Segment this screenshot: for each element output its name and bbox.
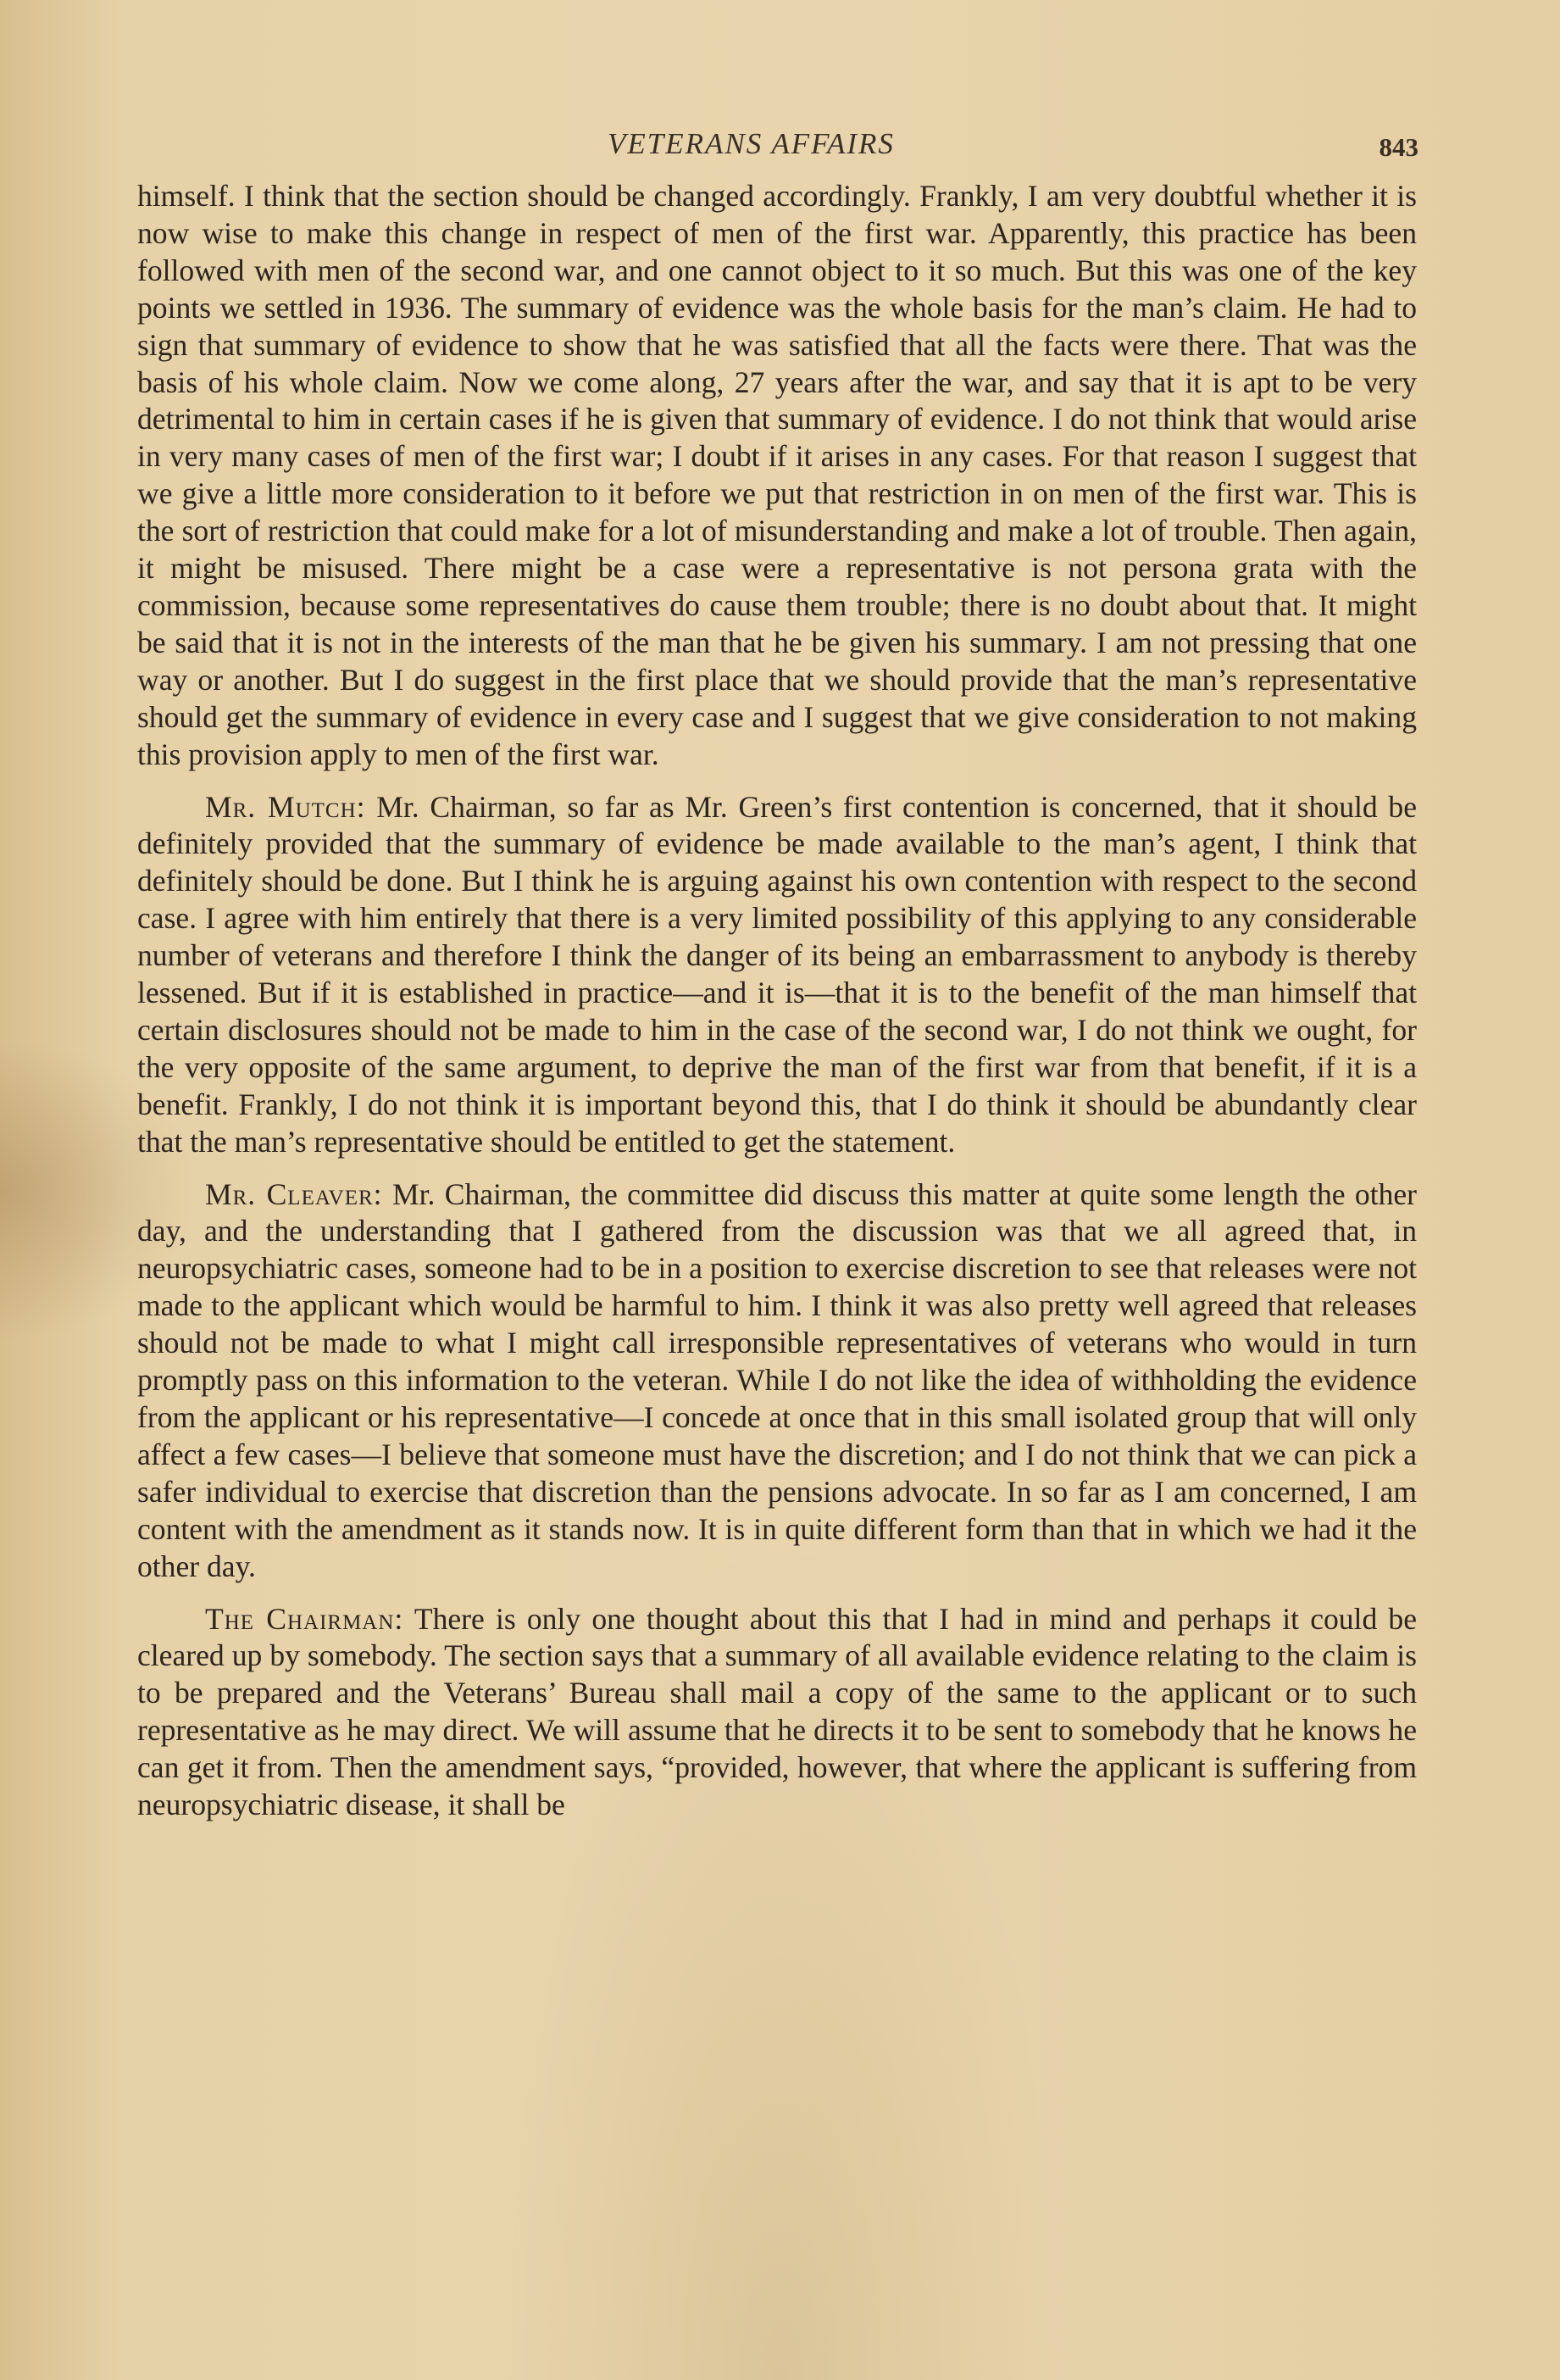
- speaker-name: Mr. Cleaver:: [205, 1176, 383, 1211]
- page-number: 843: [1379, 132, 1418, 162]
- paragraph-speech-mutch: [137, 789, 1417, 1161]
- speaker-name: The Chairman:: [205, 1601, 404, 1636]
- paragraph-text: Mr. Chairman, the committee did discuss this matter at quite some length the other day, and the understanding that I gathered from the discussion was that we all agreed that, in neuropsychiatric cases, someone had to be in a position to exercise discretion to see that releases were not made to the applicant which would be harmful to him. I think it was also pretty well agreed that releases should not be made to what I might call irresponsible representatives of veterans who would in turn promptly pass on this information to the veteran. While I do not like the idea of withholding the evidence from the applicant or his representative—I concede at once that in this small isolated group that will only affect a few cases—I believe that someone must have the discretion; and I do not think that we can pick a safer individual to exercise that discretion than the pensions advocate. In so far as I am concerned, I am content with the amendment as it stands now. It is in quite different form than that in which we had it the other day.: [137, 1176, 1418, 1583]
- paragraph-text: There is only one thought about this that I had in mind and perhaps it could be cleared up by somebody. The section says that a summary of all available evidence relating to the claim is to be prepared and the Veterans’ Bureau shall mail a copy of the same to the applicant or to such representative as he may direct. We will assume that he directs it to be sent to somebody that he knows he can get it from. Then the amendment says, “provided, however, that where the applicant is suffering from neuropsychiatric disease, it shall be: [137, 1601, 1417, 1822]
- paragraph-continuation: [137, 178, 1417, 774]
- document-page: [137, 127, 1417, 1839]
- paragraph-text: himself. I think that the section should be changed accordingly. Frankly, I am very doubtful whether it is now wise to make this change in respect of men of the first war. Apparently, this practice has been followed with men of the second war, and one cannot object to it so much. But this was one of the key points we settled in 1936. The summary of evidence was the whole basis for the man’s claim. He had to sign that summary of evidence to show that he was satisfied that all the facts were there. That was the basis of his whole claim. Now we come along, 27 years after the war, and say that it is apt to be very detrimental to him in certain cases if he is given that summary of evidence. I do not think that would arise in very many cases of men of the first war; I doubt if it arises in any cases. For that reason I suggest that we give a little more consideration to it before we put that restriction in on men of the first war. This is the sort of restriction that could make for a lot of misunderstanding and make a lot of trouble. Then again, it might be misused. There might be a case were a representative is not persona grata with the commission, because some representatives do cause them trouble; there is no doubt about that. It might be said that it is not in the interests of the man that he be given his summary. I am not pressing that one way or another. But I do suggest in the first place that we should provide that the man’s representative should get the summary of evidence in every case and I suggest that we give consideration to not making this provision apply to men of the first war.: [137, 179, 1417, 771]
- paragraph-text: Mr. Chairman, so far as Mr. Green’s first contention is concerned, that it should be definitely provided that the summary of evidence be made available to the man’s agent, I think that definitely should be done. But I think he is arguing against his own contention with respect to the second case. I agree with him entirely that there is a very limited possibility of this applying to any considerable number of veterans and therefore I think the danger of its being an embarrassment to anybody is thereby lessened. But if it is established in practice—and it is—that it is to the benefit of the man himself that certain disclosures should not be made to him in the case of the second war, I do not think we ought, for the very opposite of the same argument, to deprive the man of the first war from that benefit, if it is a benefit. Frankly, I do not think it is important beyond this, that I do think it should be abundantly clear that the man’s representative should be entitled to get the statement.: [137, 789, 1417, 1159]
- paragraph-speech-chairman: [137, 1601, 1417, 1824]
- paragraph-speech-cleaver: [137, 1176, 1417, 1586]
- running-title: VETERANS AFFAIRS: [608, 127, 895, 160]
- running-head: [137, 127, 1417, 178]
- speaker-name: Mr. Mutch:: [205, 789, 366, 824]
